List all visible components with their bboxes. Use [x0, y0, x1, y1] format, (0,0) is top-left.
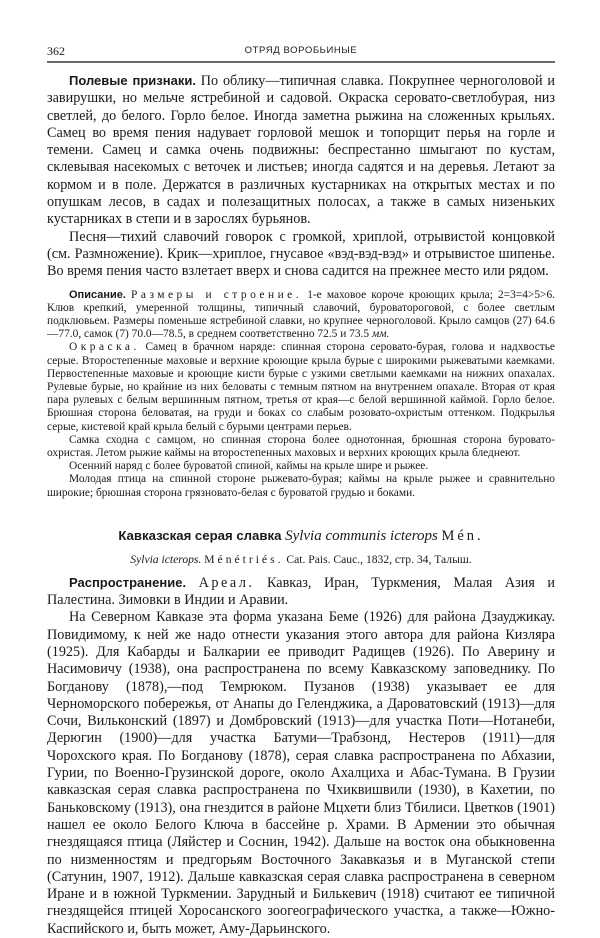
chapter-title: ОТРЯД ВОРОБЬИНЫЕ: [244, 45, 358, 56]
autumn-paragraph: Осенний наряд с более буроватой спиной, каймы на крыле шире и рыжее.: [69, 460, 429, 473]
synonym-latin: Sylvia icterops.: [130, 552, 202, 566]
range-text: Кавказ, Иран, Туркмения, Малая Азия и Палестина. Зимовки в Индии и Аравии.: [47, 574, 555, 609]
description-section: [47, 289, 555, 500]
song-paragraph: Песня—тихий славочий говорок с громкой, хриплой, отрывистой концовкой (см. Размножение). Крик—хриплое, гнусавое «вэд-вэд-вэд» и отрывистое шипенье. Во время пения часто взлетает вверх и снова садится на прежнее место или рядом.: [47, 228, 555, 280]
size-subheading: Размеры и строение.: [131, 288, 303, 301]
field-marks-heading: Полевые признаки.: [69, 73, 196, 88]
synonym-author: Ménétriés.: [204, 552, 284, 566]
range-subheading: Ареал.: [198, 574, 255, 591]
field-marks-paragraph: [47, 72, 555, 229]
synonym-line: [47, 553, 555, 566]
subspecies-author: Mén.: [441, 527, 484, 544]
distribution-paragraph: [47, 574, 555, 610]
running-head: [47, 44, 555, 58]
color-paragraph: [47, 341, 555, 433]
subspecies-heading: [47, 528, 555, 545]
size-paragraph: [47, 289, 555, 342]
size-text: 1-е маховое короче кроющих крыла; 2=3=4>5>6. Клюв крепкий, умеренной толщины, типичный славочий, буроватороговой, с более светлым подклювьем. Размеры поменьше ястребиной славки, но крупнее черноголовой. Крыло самцов (27) 64.6—77.0, самок (7) 70.0—78.5, в среднем соответственно 72.5 и 73.5: [47, 288, 555, 341]
distribution-heading: Распространение.: [69, 574, 187, 590]
color-subheading: Окраска.: [69, 341, 140, 354]
synonym-reference: Cat. Pais. Cauc., 1832, стр. 34, Талыш.: [286, 552, 472, 566]
page-number: 362: [47, 44, 65, 58]
subspecies-name-ru: Кавказская серая славка: [118, 527, 282, 543]
juvenile-paragraph: Молодая птица на спинной стороне рыжевато-бурая; каймы на крыле рыжее и сравнительно широкие; брюшная сторона грязновато-белая с буроватой грудью и боками.: [47, 473, 555, 499]
size-unit: мм.: [371, 328, 390, 341]
distribution-details-paragraph: На Северном Кавказе эта форма указана Беме (1926) для района Дзауджикау. Повидимому, к ней же надо отнести указания этого автора для района Кизляра (1925). Для Кабарды и Балкарии ее приводит Радищев (1926). По Аверину и Насимовичу (1938), она распространена по всему Кавказскому заповеднику. По Богданову (1878),—под Темрюком. Пузанов (1938) указывает ее для Черноморского побережья, от Анапы до Геленджика, а Дароватовский (1913)—для Сочи, Вильконский (1897) и Домбровский (1913)—для участка Поти—Нотанеби, Дерюгин (1900)—для участка Батуми—Трабзонд, Нестеров (1911)—для Чорохского края. По Богданову (1878), серая славка распространена по Абхазии, Гурии, по Военно-Грузинской дороге, около Ахалциха и Абас-Тумана. В Грузии кавказская серая славка распространена по Чхиквишвили (1930), в Кахетии, по Баньковскому (1913), она гнездится в районе Мцхети близ Тбилиси. Цветков (1901) нашел ее около Белого Ключа в бассейне р. Храми. В Армении это обычная гнездящаяся птица (Ляйстер и Соснин, 1942). Дальше на восток она обыкновенна по низменностям и предгорьям Восточного Закавказья и в Муганской степи (Сатунин, 1907, 1912). Дальше кавказская серая славка распространена в северном Иране и в южной Туркмении. Зарудный и Билькевич (1918) считают ее типичной гнездящейся птицей Хоросанского зоогеографического участка, а также—Южно-Каспийского и, быть может, Аму-Дарьинского.: [47, 609, 555, 937]
field-marks-text: По облику—типичная славка. Покрупнее черноголовой и завирушки, но мельче ястребиной и садовой. Окраска серовато-светлобурая, низ светлей, до белого. Горло белое. Иногда заметна рыжина на сложенных крыльях. Самец во время пения надувает горловой мешок и топорщит перья на горле и темени. Самец и самка очень подвижны: беспрестанно шмыгают по кустам, склевывая насекомых с веточек и листьев; иногда садятся и на деревья. Летают за кормом и в поле. Держатся в различных кустарниках на открытых местах и по опушкам лесов, в садах и полезащитных полосах, а также в самых низеньких кустарниках в степи и в зарослях бурьянов.: [47, 73, 555, 228]
description-heading: Описание.: [69, 288, 126, 301]
female-paragraph: Самка сходна с самцом, но спинная сторона более однотонная, брюшная сторона буровато-охристая. Летом рыжие каймы на второстепенных маховых и верхних кроющих крыла бледнеют.: [47, 433, 555, 459]
subspecies-name-latin: Sylvia communis icterops: [285, 527, 438, 544]
header-rule: [47, 61, 555, 63]
book-page: [47, 44, 555, 938]
color-text: Самец в брачном наряде: спинная сторона серовато-бурая, голова и надхвостье серые. Второстепенные маховые и верхние кроющие крыла бурые с широкими рыжеватыми каемками. Первостепенные маховые и кроющие кисти бурые с узкими светлыми каемками на нижних опахалах. Рулевые бурые, но крайние из них беловаты с темным пятном на внутреннем опахале. Вторая от края пара рулевых с белым вершинным пятном, третья от края—с белой вершинной каймой. Горло белое. Брюшная сторона беловатая, на груди и боках со слабым розовато-охристым оттенком. Подкрылья серые, кистевой край крыла белый с бурыми центрами перьев.: [47, 341, 555, 433]
